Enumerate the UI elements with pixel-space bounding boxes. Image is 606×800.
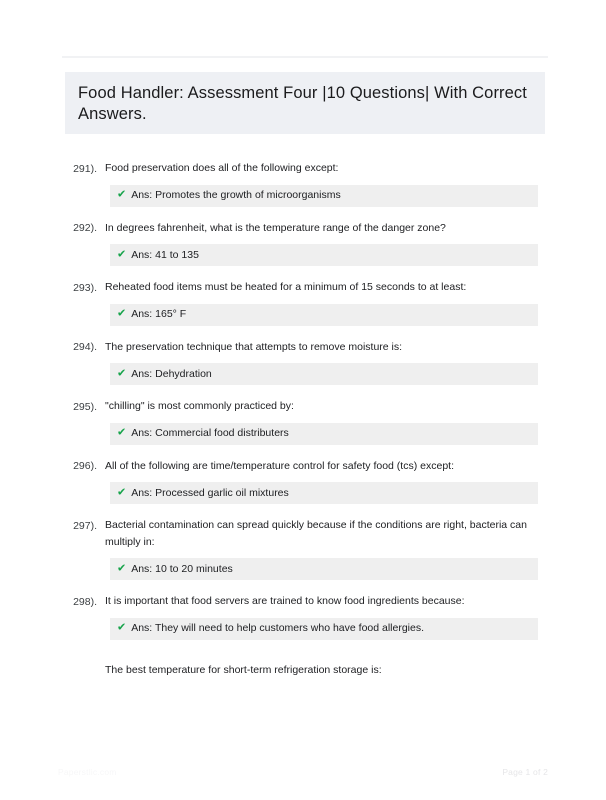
answer-text: Ans: Promotes the growth of microorganisms (131, 189, 341, 201)
page-number: Page 1 of 2 (502, 767, 548, 777)
question-row (0, 220, 606, 238)
question-block (0, 160, 606, 207)
question-text: In degrees fahrenheit, what is the temperature range of the danger zone? (105, 221, 446, 234)
question-row (0, 160, 606, 178)
question-number: 298). (73, 595, 97, 608)
question-number: 294). (73, 341, 97, 353)
check-icon: ✔ (117, 426, 127, 439)
answer-text: Ans: 10 to 20 minutes (131, 562, 233, 575)
question-text: The preservation technique that attempts to remove moisture is: (105, 340, 403, 353)
question-row (0, 593, 606, 611)
question-block (0, 339, 606, 386)
check-icon: ✔ (117, 562, 127, 574)
answer-text: Ans: 165° F (131, 308, 187, 320)
answer-bar (110, 423, 538, 445)
document-header-banner (65, 72, 545, 134)
page-footer (0, 766, 606, 786)
watermark: Paperstlic.com (58, 767, 117, 777)
question-number: 293). (73, 281, 97, 294)
check-icon: ✔ (117, 486, 127, 498)
trailing-question-block (0, 662, 606, 679)
answer-text: Ans: They will need to help customers who have food allergies. (131, 622, 425, 634)
answer-bar (110, 244, 538, 266)
question-text: All of the following are time/temperature control for safety food (tcs) except: (105, 459, 454, 472)
question-number: 291). (73, 162, 97, 175)
question-row (0, 517, 606, 551)
question-number: 292). (73, 222, 97, 234)
check-icon: ✔ (117, 307, 127, 320)
check-icon: ✔ (117, 188, 127, 201)
question-block (0, 398, 606, 445)
answer-text: Ans: Commercial food distributers (131, 427, 289, 439)
question-text: The best temperature for short-term refrigeration storage is: (105, 663, 382, 676)
top-divider (62, 56, 548, 58)
question-text: Bacterial contamination can spread quickly because if the conditions are right, bacteria can multiply in: (105, 519, 527, 548)
question-block (0, 517, 606, 580)
answer-bar (110, 558, 538, 580)
check-icon: ✔ (117, 248, 127, 260)
question-row (0, 662, 606, 679)
question-row (0, 339, 606, 357)
answer-text: Ans: Processed garlic oil mixtures (131, 486, 289, 499)
page-title: Food Handler: Assessment Four |10 Questions| With Correct Answers. (78, 84, 527, 123)
answer-bar (110, 482, 538, 504)
question-block (0, 458, 606, 505)
question-row (0, 458, 606, 476)
question-block (0, 593, 606, 640)
check-icon: ✔ (117, 367, 127, 379)
question-number: 296). (73, 460, 97, 472)
answer-bar (110, 304, 538, 326)
question-block (0, 279, 606, 326)
answer-text: Ans: 41 to 135 (131, 248, 199, 261)
question-text: Food preservation does all of the following except: (105, 162, 339, 174)
question-number (0, 662, 105, 663)
question-row (0, 279, 606, 297)
question-number: 297). (73, 519, 97, 532)
answer-bar (110, 618, 538, 640)
question-text: Reheated food items must be heated for a minimum of 15 seconds to at least: (105, 281, 467, 293)
question-text: "chilling" is most commonly practiced by: (105, 400, 294, 412)
answer-bar (110, 363, 538, 385)
question-number: 295). (73, 400, 97, 413)
check-icon: ✔ (117, 621, 127, 634)
question-row (0, 398, 606, 416)
question-text: It is important that food servers are trained to know food ingredients because: (105, 595, 465, 607)
answer-text: Ans: Dehydration (131, 367, 212, 380)
answer-bar (110, 185, 538, 207)
questions-list (0, 160, 606, 688)
question-block (0, 220, 606, 267)
